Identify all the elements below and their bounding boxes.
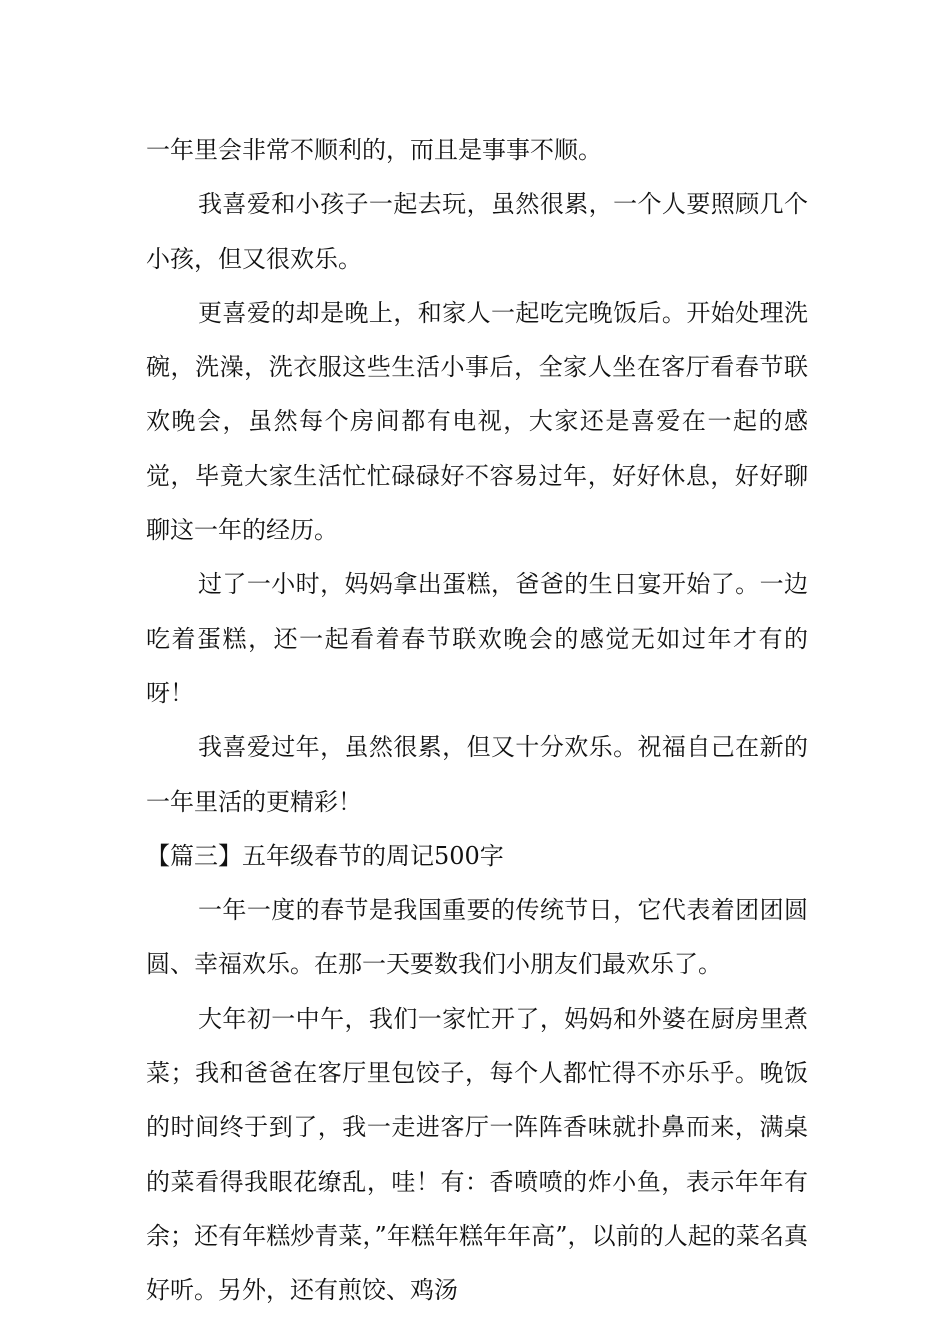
paragraph: 大年初一中午，我们一家忙开了，妈妈和外婆在厨房里煮菜；我和爸爸在客厅里包饺子，每个人都忙得不亦乐乎。晚饭的时间终于到了，我一走进客厅一阵阵香味就扑鼻而来，满桌的菜看得我眼花缭乱，哇！有：香喷喷的炸小鱼，表示年年有余；还有年糕炒青菜，”年糕年糕年年高”，以前的人起的菜名真好听。另外，还有煎饺、鸡汤: [146, 1004, 808, 1305]
paragraph: 我喜爱和小孩子一起去玩，虽然很累，一个人要照顾几个小孩，但又很欢乐。: [146, 190, 808, 273]
paragraph-continuation: 一年里会非常不顺利的，而且是事事不顺。: [146, 136, 602, 164]
paragraph: 一年一度的春节是我国重要的传统节日，它代表着团团圆圆、幸福欢乐。在那一天要数我们小朋友们最欢乐了。: [146, 896, 808, 979]
paragraph: 我喜爱过年，虽然很累，但又十分欢乐。祝福自己在新的一年里活的更精彩！: [146, 733, 808, 816]
paragraph: 过了一小时，妈妈拿出蛋糕，爸爸的生日宴开始了。一边吃着蛋糕，还一起看着春节联欢晚会的感觉无如过年才有的呀！: [146, 570, 808, 707]
paragraph: 更喜爱的却是晚上，和家人一起吃完晚饭后。开始处理洗碗，洗澡，洗衣服这些生活小事后，全家人坐在客厅看春节联欢晚会，虽然每个房间都有电视，大家还是喜爱在一起的感觉，毕竟大家生活忙忙碌碌好不容易过年，好好休息，好好聊聊这一年的经历。: [146, 298, 808, 545]
document-body: [146, 123, 808, 1318]
section-heading: 【篇三】五年级春节的周记500字: [146, 841, 504, 870]
